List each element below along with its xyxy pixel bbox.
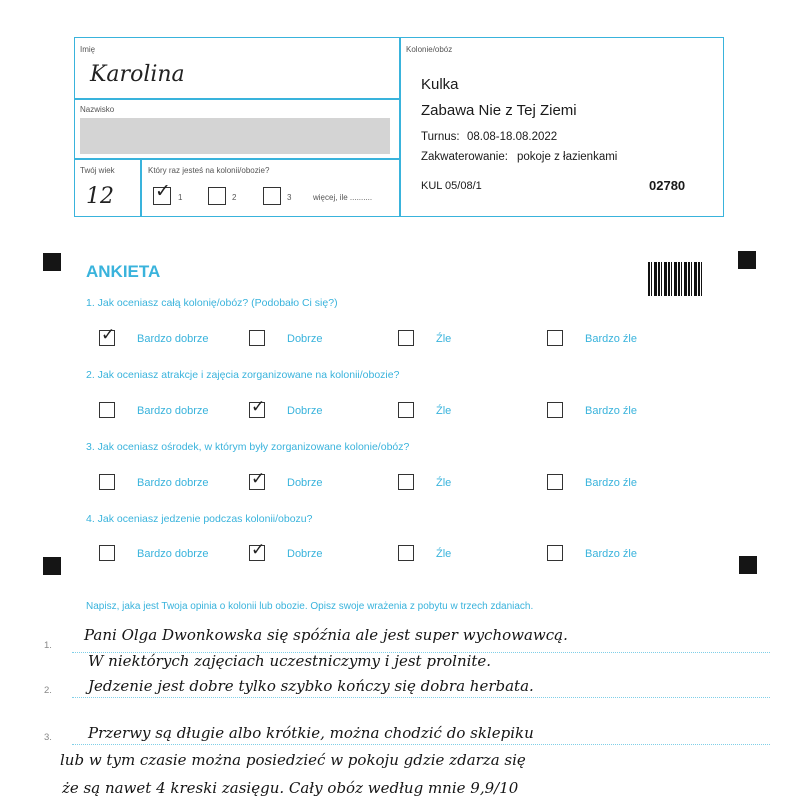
q4-option-label: Bardzo dobrze: [137, 548, 209, 560]
opinion-line-6: że są nawet 4 kreski zasięgu. Cały obóz według mnie 9,9/10: [62, 779, 519, 797]
q3-option-label: Bardzo dobrze: [137, 477, 209, 489]
opinion-line-3: Jedzenie jest dobre tylko szybko kończy się dobra herbata.: [88, 677, 534, 695]
question-1: 1. Jak oceniasz całą kolonię/obóz? (Podobało Ci się?): [86, 297, 338, 309]
accommodation-value: pokoje z łazienkami: [517, 151, 618, 163]
answer-line: [72, 697, 770, 698]
form-divider: [140, 158, 142, 217]
q2-option-label: Źle: [436, 405, 452, 417]
q3-option-label: Dobrze: [287, 477, 323, 489]
times-checkbox-3[interactable]: [263, 187, 281, 205]
opinion-line-2: W niektórych zajęciach uczestniczymy i jest prolnite.: [88, 652, 492, 670]
q2-option-dobrze[interactable]: [249, 397, 266, 418]
q1-option-label: Bardzo źle: [585, 333, 637, 345]
q4-option-zle[interactable]: [398, 545, 414, 561]
q1-option-label: Bardzo dobrze: [137, 333, 209, 345]
camp-name: Kulka: [421, 76, 459, 93]
q2-option-label: Dobrze: [287, 405, 323, 417]
barcode: [648, 262, 704, 296]
q3-option-bardzo-zle[interactable]: [547, 474, 563, 490]
question-3: 3. Jak oceniasz ośrodek, w którym były zorganizowane kolonie/obóz?: [86, 441, 410, 453]
q1-option-dobrze[interactable]: [249, 330, 265, 346]
check-icon: ✓: [251, 469, 266, 489]
question-4: 4. Jak oceniasz jedzenie podczas kolonii/obozu?: [86, 513, 313, 525]
registration-mark: [43, 253, 61, 271]
camp-label: Kolonie/obóz: [406, 45, 453, 54]
times-more: więcej, ile ..........: [313, 193, 373, 202]
times-label: Który raz jesteś na kolonii/obozie?: [148, 166, 270, 175]
q3-option-zle[interactable]: [398, 474, 414, 490]
check-icon: ✓: [155, 180, 171, 202]
q1-option-label: Źle: [436, 333, 452, 345]
opinion-line-4: Przerwy są długie albo krótkie, można chodzić do sklepiku: [88, 724, 534, 742]
accommodation-label: Zakwaterowanie:: [421, 151, 508, 163]
question-2: 2. Jak oceniasz atrakcje i zajęcia zorganizowane na kolonii/obozie?: [86, 369, 400, 381]
q3-option-label: Bardzo źle: [585, 477, 637, 489]
opinion-prompt: Napisz, jaka jest Twoja opinia o kolonii lub obozie. Opisz swoje wrażenia z pobytu w trzech zdaniach.: [86, 601, 534, 612]
q4-option-label: Bardzo źle: [585, 548, 637, 560]
q1-option-bardzo-dobrze[interactable]: [99, 325, 116, 346]
age-value: 12: [86, 184, 114, 209]
q4-option-bardzo-dobrze[interactable]: [99, 545, 115, 561]
times-option-1: 1: [178, 193, 183, 202]
registration-mark: [738, 251, 756, 269]
name-value: Karolina: [90, 62, 185, 87]
line-number-2: 2.: [44, 685, 52, 696]
q3-option-dobrze[interactable]: [249, 469, 266, 490]
opinion-line-1: Pani Olga Dwonkowska się spóźnia ale jest super wychowawcą.: [84, 626, 568, 644]
survey-title: ANKIETA: [86, 262, 161, 281]
surname-redacted: [80, 118, 390, 154]
check-icon: ✓: [251, 397, 266, 417]
form-divider: [74, 158, 400, 160]
line-number-1: 1.: [44, 640, 52, 651]
name-label: Imię: [80, 45, 96, 54]
times-checkbox-2[interactable]: [208, 187, 226, 205]
times-option-3: 3: [287, 193, 292, 202]
q4-option-label: Dobrze: [287, 548, 323, 560]
answer-line: [72, 744, 770, 745]
q2-option-label: Bardzo źle: [585, 405, 637, 417]
registration-mark: [43, 557, 61, 575]
q2-option-zle[interactable]: [398, 402, 414, 418]
q4-option-bardzo-zle[interactable]: [547, 545, 563, 561]
turnus-value: 08.08-18.08.2022: [467, 131, 558, 143]
camp-title: Zabawa Nie z Tej Ziemi: [421, 102, 577, 119]
q1-option-zle[interactable]: [398, 330, 414, 346]
form-divider: [399, 37, 401, 217]
check-icon: ✓: [251, 540, 266, 560]
q2-option-label: Bardzo dobrze: [137, 405, 209, 417]
times-checkbox-1[interactable]: [153, 180, 171, 205]
camp-code: KUL 05/08/1: [421, 180, 482, 192]
times-option-2: 2: [232, 193, 237, 202]
form-divider: [74, 98, 400, 100]
q1-option-bardzo-zle[interactable]: [547, 330, 563, 346]
q3-option-bardzo-dobrze[interactable]: [99, 474, 115, 490]
line-number-3: 3.: [44, 732, 52, 743]
surname-label: Nazwisko: [80, 105, 115, 114]
opinion-line-5: lub w tym czasie można posiedzieć w pokoju gdzie zdarza się: [60, 751, 526, 769]
q4-option-dobrze[interactable]: [249, 540, 266, 561]
age-label: Twój wiek: [80, 166, 115, 175]
q2-option-bardzo-zle[interactable]: [547, 402, 563, 418]
q4-option-label: Źle: [436, 548, 452, 560]
turnus-label: Turnus:: [421, 131, 460, 143]
registration-mark: [739, 556, 757, 574]
form-number: 02780: [649, 178, 686, 193]
check-icon: ✓: [101, 325, 116, 345]
q2-option-bardzo-dobrze[interactable]: [99, 402, 115, 418]
q1-option-label: Dobrze: [287, 333, 323, 345]
q3-option-label: Źle: [436, 477, 452, 489]
